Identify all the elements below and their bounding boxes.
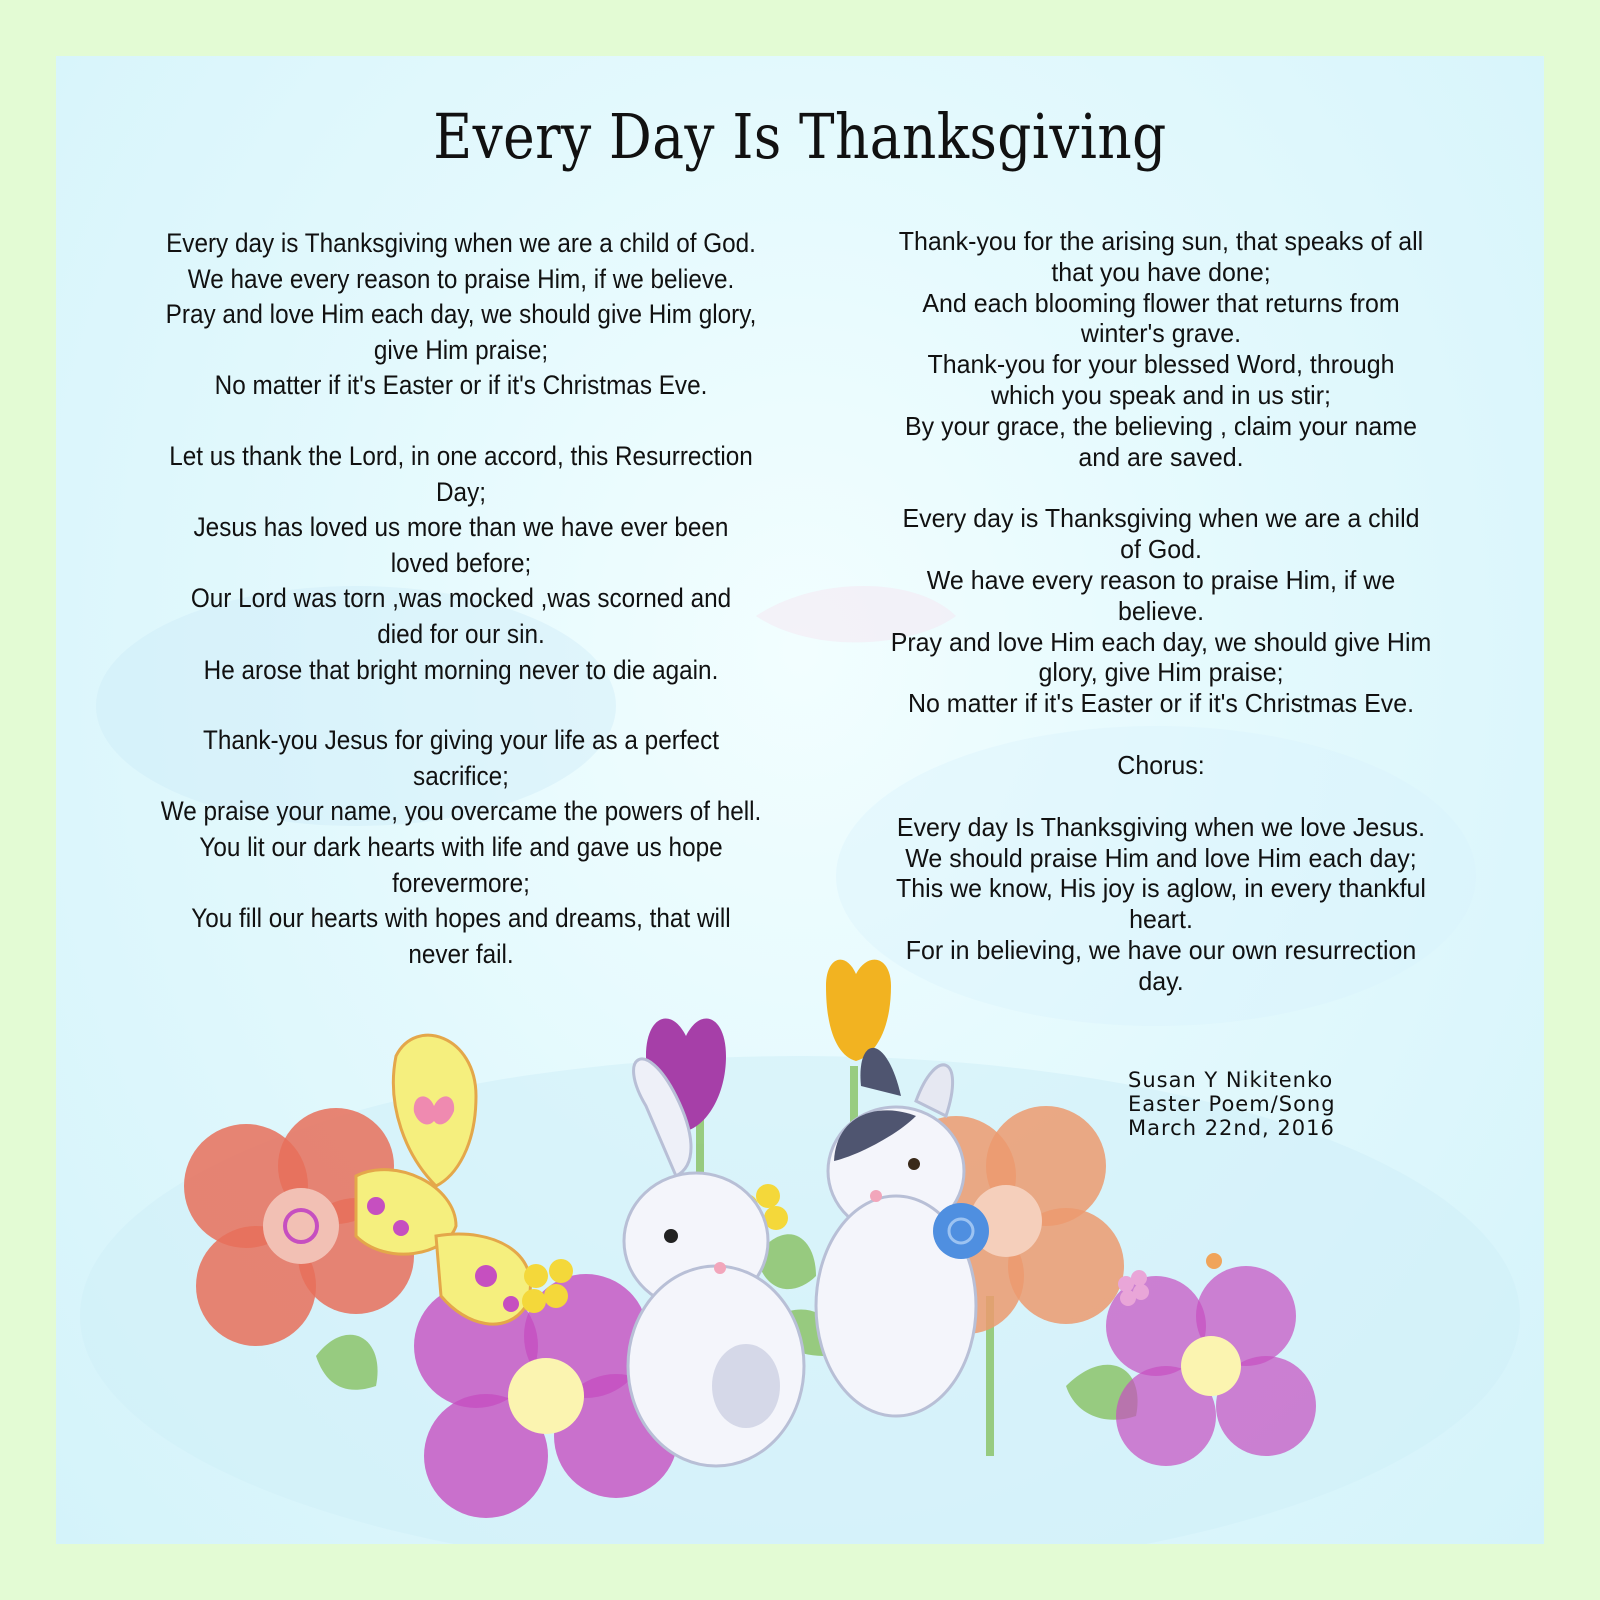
poem-line: heart. bbox=[1129, 904, 1193, 935]
poem-line: Let us thank the Lord, in one accord, this Resurrection bbox=[169, 440, 753, 471]
poem-line: loved before; bbox=[390, 547, 532, 578]
poem-line: give Him praise; bbox=[373, 334, 549, 365]
poem-line: And each blooming flower that returns from bbox=[922, 287, 1400, 318]
poem-line: Day; bbox=[436, 476, 486, 507]
poem-line: Thank-you Jesus for giving your life as a perfect bbox=[203, 725, 719, 756]
poem-line: By your grace, the believing , claim your name bbox=[905, 410, 1417, 441]
poem-line: Thank-you for your blessed Word, through bbox=[927, 349, 1395, 380]
poem-line: Thank-you for the arising sun, that speaks of all bbox=[898, 226, 1424, 256]
poem-title: Every Day Is Thanksgiving bbox=[433, 100, 1167, 173]
right-column bbox=[846, 226, 1476, 1028]
left-column bbox=[116, 226, 806, 1007]
chorus-label: Chorus: bbox=[1117, 749, 1205, 780]
poem-line: Every day Is Thanksgiving when we love Jesus. bbox=[896, 811, 1426, 842]
poem-line: No matter if it's Easter or if it's Christmas Eve. bbox=[214, 370, 708, 401]
signature-block bbox=[1128, 1068, 1336, 1140]
chorus-stanza bbox=[846, 812, 1476, 997]
poem-line: forevermore; bbox=[392, 867, 530, 898]
poem-line: Every day is Thanksgiving when we are a child of God. bbox=[166, 228, 756, 258]
poem-line: Pray and love Him each day, we should give Him bbox=[890, 626, 1432, 657]
poem-card bbox=[56, 56, 1544, 1544]
poem-line: For in believing, we have our own resurrection bbox=[905, 934, 1417, 965]
stanza-1 bbox=[116, 226, 806, 404]
stanza-4 bbox=[846, 226, 1476, 472]
poem-line: You fill our hearts with hopes and dreams, that will bbox=[191, 903, 731, 934]
poem-line: Every day is Thanksgiving when we are a child bbox=[902, 503, 1420, 534]
poem-line: died for our sin. bbox=[377, 618, 545, 649]
chorus-heading bbox=[846, 750, 1476, 781]
poem-line: believe. bbox=[1117, 595, 1205, 626]
poem-line: glory, give Him praise; bbox=[1038, 657, 1284, 688]
poem-line: which you speak and in us stir; bbox=[991, 379, 1331, 410]
poem-line: You lit our dark hearts with life and gave us hope bbox=[199, 831, 723, 862]
stanza-5 bbox=[846, 503, 1476, 719]
poem-line: We have every reason to praise Him, if we bbox=[926, 564, 1396, 595]
poem-line: of God. bbox=[1120, 534, 1202, 565]
poem-line: that you have done; bbox=[1051, 256, 1271, 287]
date-text: March 22nd, 2016 bbox=[1128, 1116, 1335, 1140]
poem-line: This we know, His joy is aglow, in every thankful bbox=[896, 873, 1426, 904]
poem-line: Jesus has loved us more than we have ever been bbox=[193, 512, 729, 543]
poem-line: winter's grave. bbox=[1080, 318, 1242, 349]
work-type: Easter Poem/Song bbox=[1128, 1092, 1336, 1116]
poem-line: never fail. bbox=[408, 938, 514, 969]
poem-line: sacrifice; bbox=[413, 760, 509, 791]
poem-line: He arose that bright morning never to die again. bbox=[203, 654, 719, 685]
poem-line: We should praise Him and love Him each day; bbox=[905, 842, 1417, 873]
poem-line: Pray and love Him each day, we should give Him glory, bbox=[165, 299, 757, 330]
poem-line: Our Lord was torn ,was mocked ,was scorned and bbox=[190, 583, 732, 614]
poem-line: We have every reason to praise Him, if we believe. bbox=[187, 263, 735, 294]
poem-line: We praise your name, you overcame the powers of hell. bbox=[160, 796, 762, 827]
stanza-2 bbox=[116, 439, 806, 688]
author-name: Susan Y Nikitenko bbox=[1128, 1068, 1334, 1092]
poem-line: No matter if it's Easter or if it's Christmas Eve. bbox=[907, 688, 1415, 719]
poem-line: day. bbox=[1138, 965, 1184, 996]
poem-line: and are saved. bbox=[1078, 441, 1244, 472]
stanza-3 bbox=[116, 723, 806, 972]
